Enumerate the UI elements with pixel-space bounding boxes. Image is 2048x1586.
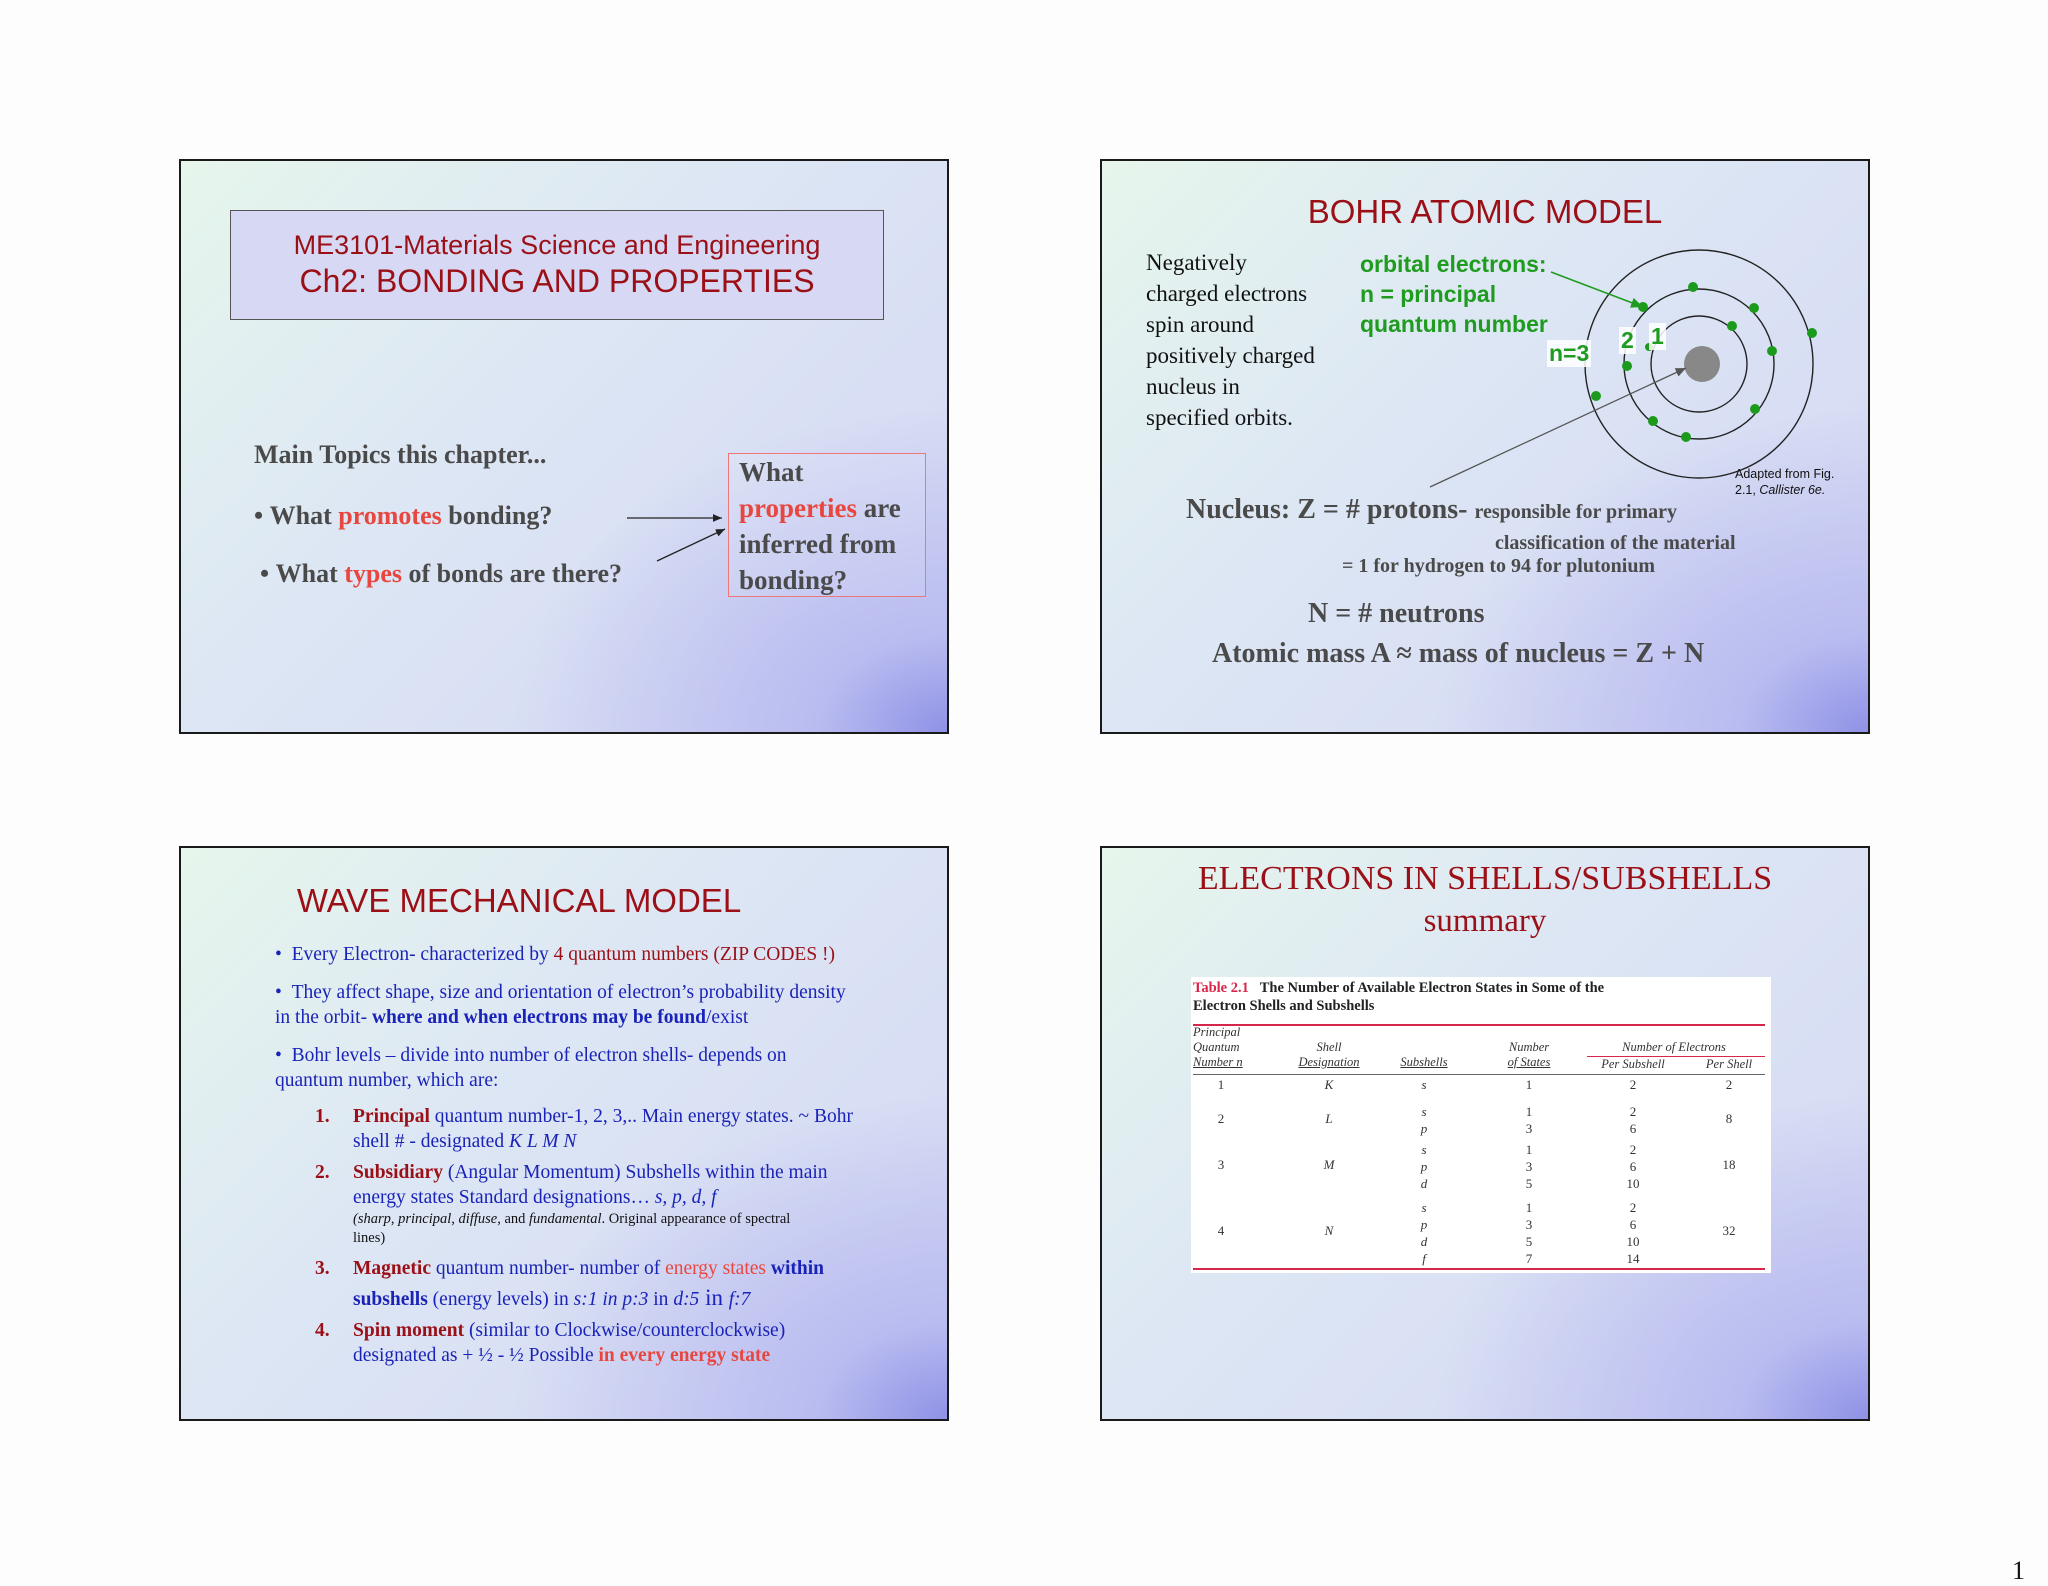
header-subshells: Subshells [1400,1055,1448,1069]
atomic-mass-line: Atomic mass A ≈ mass of nucleus = Z + N [1212,638,1705,669]
cell-per-subshell: 2 6 10 [1626,1142,1640,1191]
slide-bohr-model [1100,159,1870,734]
header-per-subshell: Per Subshell [1601,1057,1665,1071]
cell-states: 1 3 5 7 [1525,1200,1533,1266]
chapter-title: Ch2: BONDING AND PROPERTIES [299,263,815,299]
slide-title: ELECTRONS IN SHELLS/SUBSHELLS [1197,860,1773,897]
topic-bullet-2: • What types of bonds are there? [260,559,623,588]
cell-n: 2 [1217,1111,1225,1126]
bullet-bohr-levels: • Bohr levels – divide into number of electron shells- depends on quantum number, which are: [275,1045,787,1091]
nucleus-line: Nucleus: Z = # protons- responsible for primary [1186,494,1678,525]
cell-n: 3 [1217,1157,1225,1172]
cell-per-shell: 18 [1722,1157,1736,1172]
quantum-number-list: 1. Principal quantum number-1, 2, 3,.. Main energy states. ~ Bohr shell # - designated K L M N 2. Subsidiary (Angular Momentum) Subshells within the main energy states Standard designations… s, p, d, f (sharp, principal, diffuse, and fundamental. Original appearance of spectral lines) 3. Magnetic quantum number- number of energy states within subshells (energy levels) in s:1 in p:3 in d:5 in f:7 4. Spin moment (similar to Clockwise/counterclockwise) designated as + ½ - ½ Possible in every energy state [315,1104,935,1368]
arrows [181,161,947,732]
page-number: 1 [2012,1556,2025,1585]
cell-per-shell: 8 [1725,1111,1733,1126]
header-shell: Shell Designation [1298,1040,1360,1069]
slide-title: BOHR ATOMIC MODEL [1307,193,1663,230]
cell-shell: N [1324,1223,1334,1238]
cell-per-shell: 2 [1725,1077,1733,1092]
classification-line: classification of the material [1495,532,1736,554]
header-electrons: Number of Electrons [1622,1040,1726,1054]
header-principal: Principal Quantum Number n [1193,1025,1243,1069]
cell-shell: M [1323,1157,1335,1172]
cell-subshell: s [1421,1077,1427,1092]
cell-states: 1 3 [1525,1104,1533,1136]
slide-electron-shells [1100,846,1870,1421]
cell-per-subshell: 2 6 10 14 [1626,1200,1640,1266]
bullet-shape-size: • They affect shape, size and orientation of electron’s probability density in the orbit- where and when electrons may be found/exist [275,982,846,1028]
cell-subshell: s p [1420,1104,1428,1136]
slide-subtitle: summary [1423,903,1547,939]
electron-states-table [1191,977,1771,1273]
cell-n: 1 [1217,1077,1225,1092]
table-caption: Table 2.1 The Number of Available Electron States in Some of the Electron Shells and Subshells [1193,980,1605,1014]
item-subsidiary: 2. Subsidiary (Angular Momentum) Subshells within the main [315,1162,828,1183]
cell-subshell: s p d [1420,1142,1428,1191]
orbital-electrons-label: orbital electrons: n = principal quantum number [1360,251,1548,337]
topic-bullet-1: • What promotes bonding? [254,501,553,530]
cell-subshell: s p d f [1420,1200,1428,1266]
n3-label: n=3 [1549,340,1590,366]
z-range: = 1 for hydrogen to 94 for plutonium [1342,555,1656,577]
properties-box: What properties are inferred from bonding? [728,453,926,597]
course-title: ME3101-Materials Science and Engineering [293,230,821,260]
slide-title: WAVE MECHANICAL MODEL [296,882,742,919]
source-note: Adapted from Fig. 2.1, Callister 6e. [1735,467,1835,497]
cell-states: 1 [1525,1077,1533,1092]
cell-states: 1 3 5 [1525,1142,1533,1191]
bullet-quantum-numbers: • Every Electron- characterized by 4 quantum numbers (ZIP CODES !) [275,944,836,965]
cell-per-subshell: 2 6 [1629,1104,1637,1136]
slide-bonding-properties [179,159,949,734]
cell-shell: K [1324,1077,1334,1092]
cell-per-shell: 32 [1722,1223,1736,1238]
item-spin: 4. Spin moment (similar to Clockwise/counterclockwise) [315,1320,786,1341]
item-magnetic: 3. Magnetic quantum number- number of energy states within [315,1258,824,1279]
neutrons-line: N = # neutrons [1308,598,1485,629]
cell-n: 4 [1217,1223,1225,1238]
cell-per-subshell: 2 [1629,1077,1637,1092]
slide-wave-mechanical-model [179,846,949,1421]
cell-shell: L [1325,1111,1333,1126]
topics-heading: Main Topics this chapter... [254,440,547,469]
n2-label: 2 [1621,327,1634,353]
item-principal: 1. Principal quantum number-1, 2, 3,.. Main energy states. ~ Bohr [315,1106,853,1127]
header-per-shell: Per Shell [1705,1057,1753,1071]
header-states: Number of States [1507,1040,1551,1069]
bohr-description: Negatively charged electrons spin around positively charged nucleus in specified orbits. [1146,250,1315,430]
n1-label: 1 [1651,323,1664,349]
